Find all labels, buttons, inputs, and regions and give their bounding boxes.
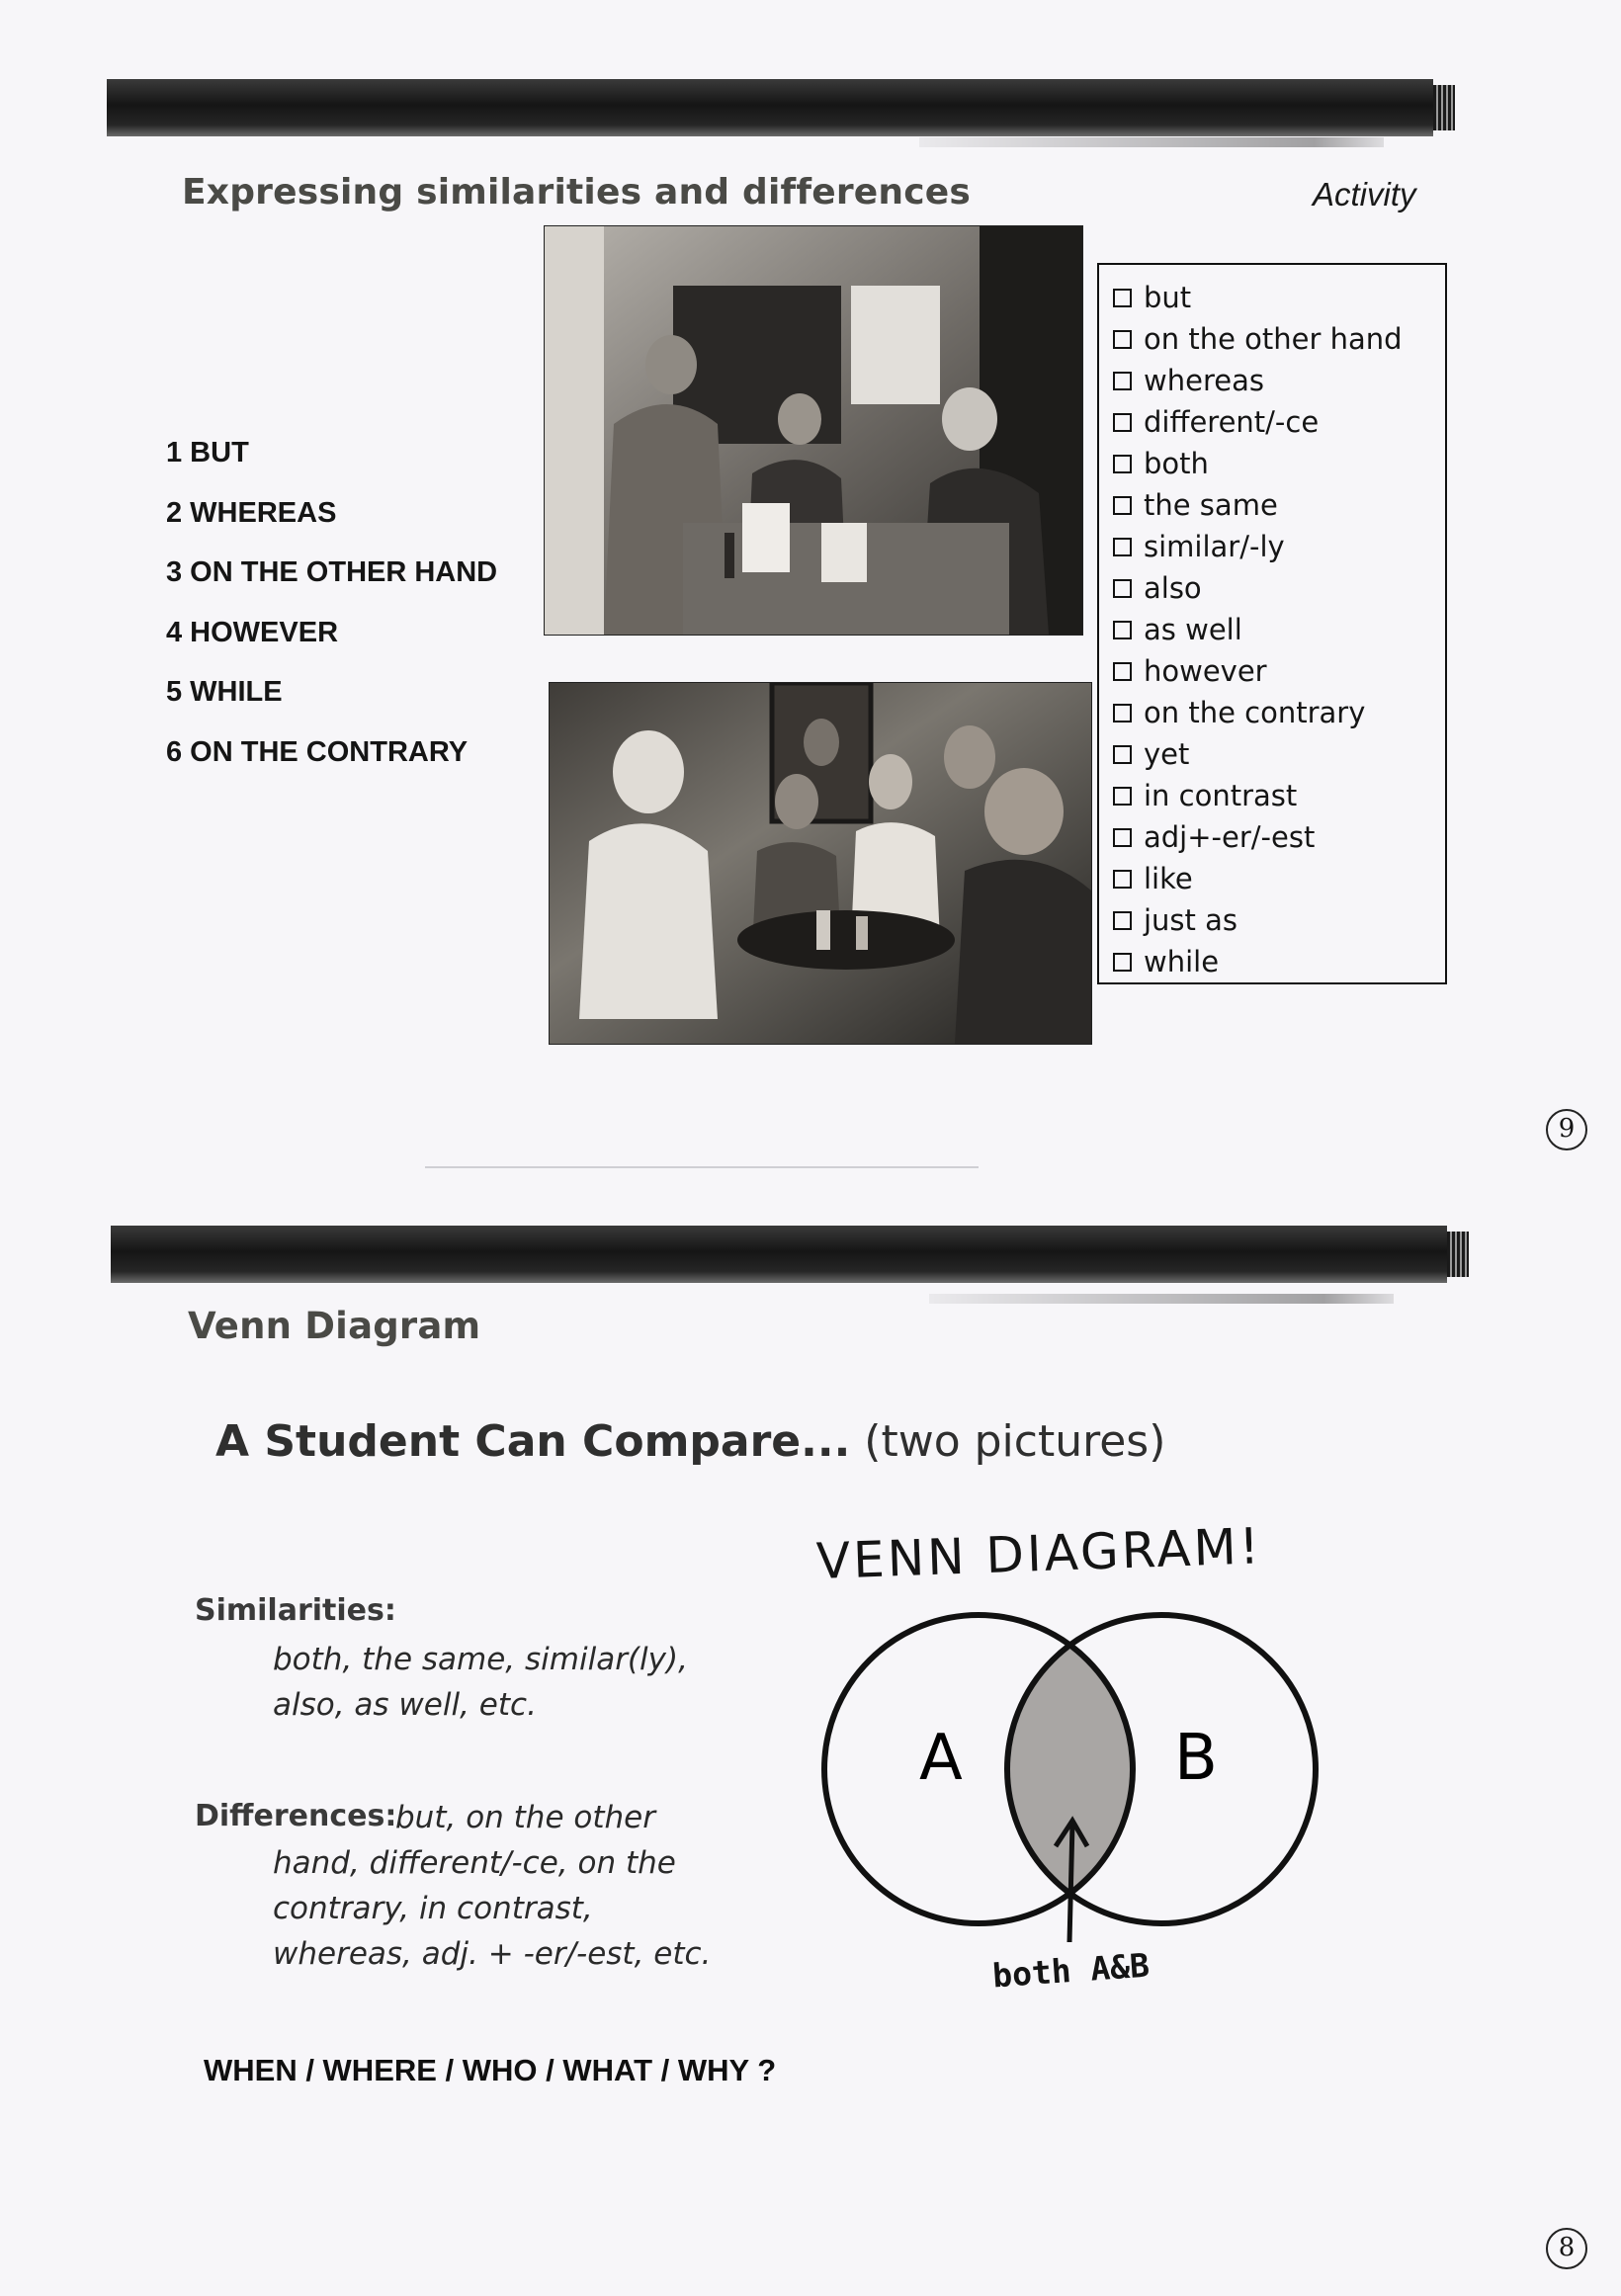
checklist-item[interactable] [1113, 650, 1445, 692]
photo-women-group [549, 682, 1092, 1045]
checklist-item[interactable] [1113, 609, 1445, 650]
differences-line: hand, different/-ce, on the [273, 1845, 676, 1881]
wh-questions: WHEN / WHERE / WHO / WHAT / WHY ? [204, 2053, 777, 2087]
checklist-item[interactable] [1113, 526, 1445, 567]
photo-men-at-table [544, 225, 1083, 636]
numbered-item: 3 ON THE OTHER HAND [166, 556, 498, 588]
similarities-line: both, the same, similar(ly), [273, 1642, 688, 1677]
checklist-label: however [1144, 654, 1267, 688]
compare-heading-bold: A Student Can Compare... [215, 1416, 851, 1467]
checkbox-icon[interactable] [1113, 538, 1132, 556]
checklist-label: the same [1144, 488, 1278, 522]
numbered-connector-list [166, 435, 497, 794]
checkbox-icon[interactable] [1113, 828, 1132, 847]
numbered-item: 4 HOWEVER [166, 616, 339, 648]
checklist-label: on the other hand [1144, 322, 1403, 356]
checklist-label: whereas [1144, 364, 1264, 397]
checkbox-icon[interactable] [1113, 372, 1132, 390]
numbered-item: 2 WHEREAS [166, 496, 337, 529]
checklist-label: in contrast [1144, 779, 1298, 812]
checkbox-icon[interactable] [1113, 911, 1132, 930]
checkbox-icon[interactable] [1113, 745, 1132, 764]
checkbox-icon[interactable] [1113, 413, 1132, 432]
venn-label-b: B [1174, 1722, 1218, 1795]
checkbox-icon[interactable] [1113, 579, 1132, 598]
checklist-label: different/-ce [1144, 405, 1320, 439]
checklist-label: but [1144, 281, 1192, 314]
checklist-label: as well [1144, 613, 1242, 646]
checklist-item[interactable] [1113, 401, 1445, 443]
checklist-item[interactable] [1113, 360, 1445, 401]
checklist-label: also [1144, 571, 1202, 605]
checkbox-icon[interactable] [1113, 621, 1132, 639]
numbered-item: 1 BUT [166, 437, 249, 468]
checklist-item[interactable] [1113, 443, 1445, 484]
differences-first-line: but, on the other [395, 1800, 655, 1835]
checkbox-icon[interactable] [1113, 870, 1132, 889]
checkbox-icon[interactable] [1113, 455, 1132, 473]
checkbox-icon[interactable] [1113, 662, 1132, 681]
checklist-item[interactable] [1113, 692, 1445, 733]
venn-both-label: both A&B [990, 1945, 1152, 1996]
slide1-header-bar [107, 79, 1433, 136]
checklist-item[interactable] [1113, 775, 1445, 816]
checklist-item[interactable] [1113, 816, 1445, 858]
differences-line: whereas, adj. + -er/-est, etc. [273, 1936, 712, 1972]
page-number-badge: 8 [1546, 2228, 1587, 2269]
checkbox-icon[interactable] [1113, 496, 1132, 515]
compare-heading-rest: (two pictures) [850, 1416, 1166, 1467]
slide2-header-shadow [929, 1294, 1394, 1304]
page-number-badge: 9 [1546, 1109, 1587, 1150]
venn-diagram [810, 1601, 1364, 1957]
checklist-label: similar/-ly [1144, 530, 1285, 563]
checklist-item[interactable] [1113, 858, 1445, 899]
checklist-item[interactable] [1113, 941, 1445, 982]
compare-heading [215, 1416, 1165, 1467]
slide1-header-shadow [919, 137, 1384, 147]
venn-label-a: A [919, 1722, 963, 1795]
checklist-item[interactable] [1113, 277, 1445, 318]
checklist-item[interactable] [1113, 484, 1445, 526]
checklist-label: adj+-er/-est [1144, 820, 1316, 854]
checklist-item[interactable] [1113, 318, 1445, 360]
similarities-line: also, as well, etc. [273, 1687, 537, 1723]
checklist-item[interactable] [1113, 899, 1445, 941]
checklist-label: just as [1144, 903, 1238, 937]
similarities-label: Similarities: [195, 1593, 396, 1628]
differences-label: Differences: [195, 1799, 397, 1833]
checkbox-icon[interactable] [1113, 330, 1132, 349]
venn-arrow-shaft [1069, 1824, 1072, 1942]
slide-divider [425, 1166, 979, 1168]
checklist-item[interactable] [1113, 733, 1445, 775]
checkbox-icon[interactable] [1113, 289, 1132, 307]
numbered-item: 5 WHILE [166, 676, 283, 708]
slide2-title: Venn Diagram [188, 1305, 481, 1347]
slide1-title: Expressing similarities and differences [182, 172, 972, 213]
connector-checklist [1097, 263, 1447, 984]
checklist-label: both [1144, 447, 1209, 480]
slide2-header-bar [111, 1226, 1447, 1283]
numbered-item: 6 ON THE CONTRARY [166, 735, 469, 768]
venn-title: VENN DIAGRAM! [814, 1517, 1263, 1590]
checklist-label: yet [1144, 737, 1190, 771]
checklist-item[interactable] [1113, 567, 1445, 609]
checkbox-icon[interactable] [1113, 953, 1132, 972]
checkbox-icon[interactable] [1113, 787, 1132, 806]
checkbox-icon[interactable] [1113, 704, 1132, 723]
checklist-label: on the contrary [1144, 696, 1366, 729]
differences-line: contrary, in contrast, [273, 1891, 593, 1926]
checklist-label: while [1144, 945, 1220, 978]
slide1-activity-tag: Activity [1313, 176, 1416, 213]
checklist-label: like [1144, 862, 1193, 895]
